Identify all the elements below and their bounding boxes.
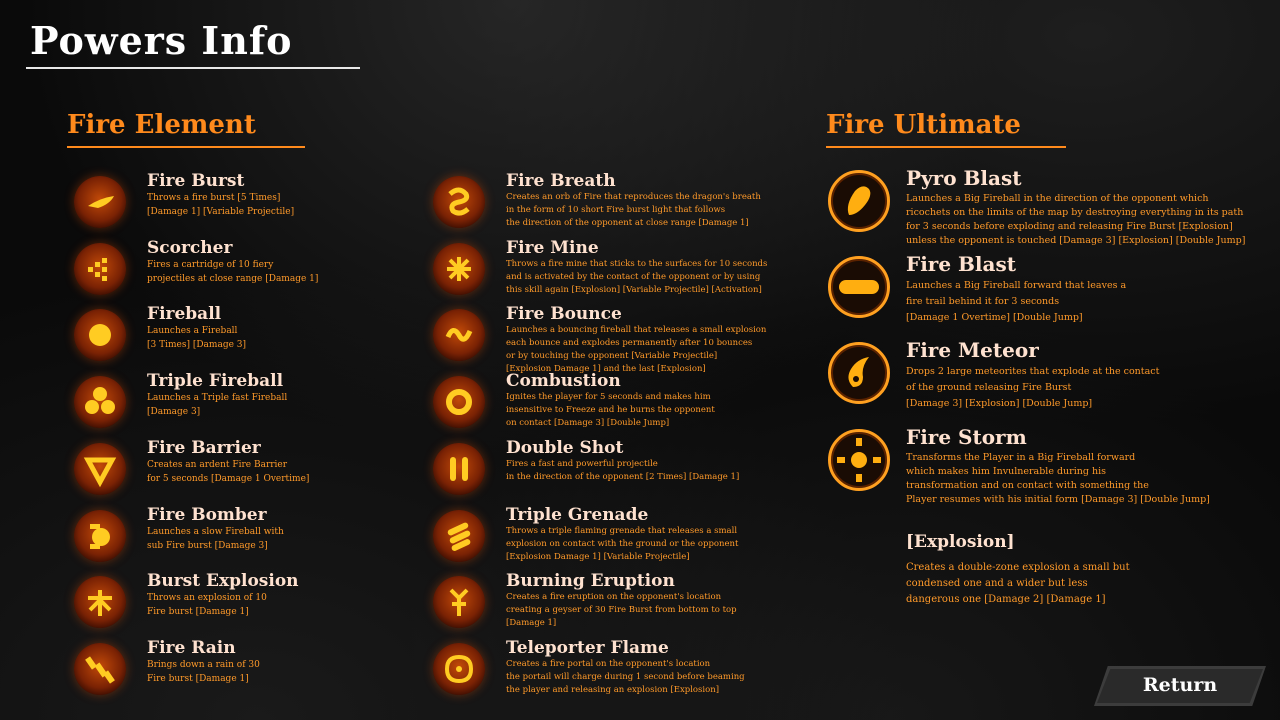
power-name: Double Shot: [506, 437, 624, 458]
power-description: [147, 458, 309, 486]
power-description: [506, 324, 766, 376]
power-name: Burning Eruption: [506, 571, 675, 592]
section-title-fire-ultimate: Fire Ultimate: [826, 110, 1021, 140]
power-description: [506, 591, 737, 630]
ultimate-description-line: Launches a Big Fireball in the direction of the opponent which: [906, 193, 1209, 204]
power-description: [147, 391, 287, 419]
triple-fireball-icon: [74, 376, 126, 428]
power-description-line: on contact [Damage 3] [Double Jump]: [506, 418, 670, 429]
power-description-line: Fire burst [Damage 1]: [147, 607, 249, 618]
ultimate-description-line: Player resumes with his initial form [Damage 3] [Double Jump]: [906, 494, 1210, 505]
burst-explosion-icon: [74, 576, 126, 628]
power-description-line: each bounce and explodes permanently after 10 bounces: [506, 338, 753, 349]
power-description: [506, 458, 739, 484]
fire-bomber-icon: [74, 510, 126, 562]
ultimate-description-line: [Damage 1 Overtime] [Double Jump]: [906, 312, 1083, 323]
power-description-line: Creates an orb of Fire that reproduces the dragon's breath: [506, 192, 761, 202]
section-title-fire-element: Fire Element: [67, 110, 256, 140]
ultimate-description-line: of the ground releasing Fire Burst: [906, 382, 1072, 393]
power-description-line: [Damage 1]: [506, 618, 557, 629]
power-name: Combustion: [506, 371, 621, 392]
power-description-line: Throws a fire mine that sticks to the surfaces for 10 seconds: [506, 258, 768, 269]
power-description: [147, 591, 267, 619]
fire-mine-icon: [433, 243, 485, 295]
ultimate-description-line: Transforms the Player in a Big Fireball forward: [906, 452, 1136, 463]
power-description: [506, 258, 767, 297]
power-name: Fire Bomber: [147, 504, 267, 525]
explosion-note-title: [Explosion]: [906, 532, 1015, 552]
power-description: [506, 191, 761, 230]
fireball-icon: [74, 309, 126, 361]
power-description-line: Launches a Triple fast Fireball: [147, 393, 288, 404]
fire-burst-icon: [74, 176, 126, 228]
power-description-line: projectiles at close range [Damage 1]: [147, 273, 319, 284]
fire-breath-icon: [433, 176, 485, 228]
power-description-line: insensitive to Freeze and he burns the opponent: [506, 405, 715, 416]
explosion-note-line: dangerous one [Damage 2] [Damage 1]: [906, 594, 1106, 605]
power-description: [147, 525, 284, 553]
power-description-line: for 5 seconds [Damage 1 Overtime]: [147, 473, 310, 484]
power-description-line: [3 Times] [Damage 3]: [147, 340, 247, 351]
fire-storm-icon: [828, 429, 890, 491]
power-description-line: in the direction of the opponent [2 Times] [Damage 1]: [506, 471, 740, 482]
power-description-line: Launches a bouncing fireball that releases a small explosion: [506, 325, 767, 336]
power-description-line: Launches a slow Fireball with: [147, 526, 284, 537]
power-name: Fire Mine: [506, 237, 599, 258]
power-name: Fire Bounce: [506, 304, 622, 325]
power-description-line: the portail will charge during 1 second before beaming: [506, 671, 745, 682]
ultimate-description: [906, 451, 1210, 507]
power-description-line: and is activated by the contact of the opponent or by using: [506, 271, 761, 282]
power-description-line: Throws an explosion of 10: [147, 593, 267, 604]
power-description: [147, 191, 294, 219]
fire-bounce-icon: [433, 309, 485, 361]
title-underline: [26, 67, 360, 69]
ultimate-name: Fire Meteor: [906, 338, 1039, 362]
teleporter-flame-icon: [433, 643, 485, 695]
power-description: [147, 658, 260, 686]
power-description-line: Creates an ardent Fire Barrier: [147, 459, 288, 470]
ultimate-description: [906, 192, 1245, 248]
ultimate-description-line: [Damage 3] [Explosion] [Double Jump]: [906, 398, 1093, 409]
ultimate-description-line: transformation and on contact with something the: [906, 480, 1149, 491]
power-description-line: Fire burst [Damage 1]: [147, 673, 249, 684]
ultimate-description-line: which makes him Invulnerable during his: [906, 466, 1107, 477]
triple-grenade-icon: [433, 510, 485, 562]
scorcher-icon: [74, 243, 126, 295]
power-description-line: Fires a cartridge of 10 fiery: [147, 259, 274, 270]
power-name: Triple Grenade: [506, 504, 649, 525]
power-name: Teleporter Flame: [506, 637, 669, 658]
power-description: [147, 258, 318, 286]
explosion-note-description: [906, 560, 1130, 608]
power-name: Scorcher: [147, 237, 233, 258]
power-description-line: creating a geyser of 30 Fire Burst from bottom to top: [506, 605, 737, 616]
power-description-line: [Damage 3]: [147, 407, 201, 418]
return-button[interactable]: [1094, 666, 1266, 706]
power-description-line: the direction of the opponent at close range [Damage 1]: [506, 218, 749, 228]
power-description-line: Ignites the player for 5 seconds and makes him: [506, 392, 711, 403]
power-description-line: Creates a fire eruption on the opponent's location: [506, 592, 722, 603]
pyro-blast-icon: [828, 170, 890, 232]
ultimate-name: Fire Storm: [906, 425, 1027, 449]
power-name: Fire Barrier: [147, 437, 261, 458]
page-title: Powers Info: [30, 18, 293, 63]
explosion-note-line: condensed one and a wider but less: [906, 578, 1088, 589]
power-description-line: Throws a fire burst [5 Times]: [147, 193, 281, 203]
power-name: Triple Fireball: [147, 371, 284, 392]
power-name: Burst Explosion: [147, 571, 299, 592]
power-description-line: this skill again [Explosion] [Variable Projectile] [Activation]: [506, 284, 762, 295]
section-underline-fire-element: [67, 146, 305, 148]
power-description: [506, 525, 738, 564]
ultimate-description-line: ricochets on the limits of the map by destroying everything in its path: [906, 207, 1244, 218]
power-description-line: sub Fire burst [Damage 3]: [147, 540, 268, 551]
power-description-line: [Explosion Damage 1] [Variable Projectile]: [506, 551, 690, 562]
ultimate-description-line: fire trail behind it for 3 seconds: [906, 296, 1060, 307]
power-description-line: [Explosion Damage 1] and the last [Explosion]: [506, 364, 706, 375]
power-name: Fire Breath: [506, 171, 616, 191]
power-description-line: the player and releasing an explosion [Explosion]: [506, 684, 720, 695]
power-description-line: Creates a fire portal on the opponent's location: [506, 658, 711, 669]
power-description-line: Launches a Fireball: [147, 326, 238, 337]
double-shot-icon: [433, 443, 485, 495]
fire-meteor-icon: [828, 342, 890, 404]
ultimate-name: Pyro Blast: [906, 166, 1022, 190]
combustion-icon: [433, 376, 485, 428]
power-description: [506, 658, 745, 697]
explosion-note-line: Creates a double-zone explosion a small but: [906, 562, 1130, 573]
power-name: Fire Burst: [147, 171, 245, 191]
power-description-line: in the form of 10 short Fire burst light that follows: [506, 205, 726, 215]
ultimate-description: [906, 364, 1159, 412]
section-underline-fire-ultimate: [826, 146, 1066, 148]
ultimate-description-line: Launches a Big Fireball forward that leaves a: [906, 280, 1127, 291]
power-description-line: explosion on contact with the ground or the opponent: [506, 538, 739, 549]
power-name: Fireball: [147, 304, 222, 325]
power-description-line: Throws a triple flaming grenade that releases a small: [506, 525, 738, 536]
fire-blast-icon: [828, 256, 890, 318]
ultimate-description: [906, 278, 1126, 326]
ultimate-description-line: Drops 2 large meteorites that explode at the contact: [906, 366, 1160, 377]
power-description: [147, 324, 246, 352]
power-description: [506, 391, 715, 430]
fire-rain-icon: [74, 643, 126, 695]
ultimate-description-line: unless the opponent is touched [Damage 3] [Explosion] [Double Jump]: [906, 235, 1246, 246]
power-description-line: Fires a fast and powerful projectile: [506, 458, 658, 469]
power-name: Fire Rain: [147, 637, 236, 658]
ultimate-description-line: for 3 seconds before exploding and releasing Fire Burst [Explosion]: [906, 221, 1233, 232]
fire-barrier-icon: [74, 443, 126, 495]
return-button-label: Return: [1142, 674, 1218, 696]
ultimate-name: Fire Blast: [906, 252, 1016, 276]
burning-eruption-icon: [433, 576, 485, 628]
power-description-line: or by touching the opponent [Variable Projectile]: [506, 351, 718, 362]
power-description-line: Brings down a rain of 30: [147, 659, 260, 670]
power-description-line: [Damage 1] [Variable Projectile]: [147, 207, 295, 217]
